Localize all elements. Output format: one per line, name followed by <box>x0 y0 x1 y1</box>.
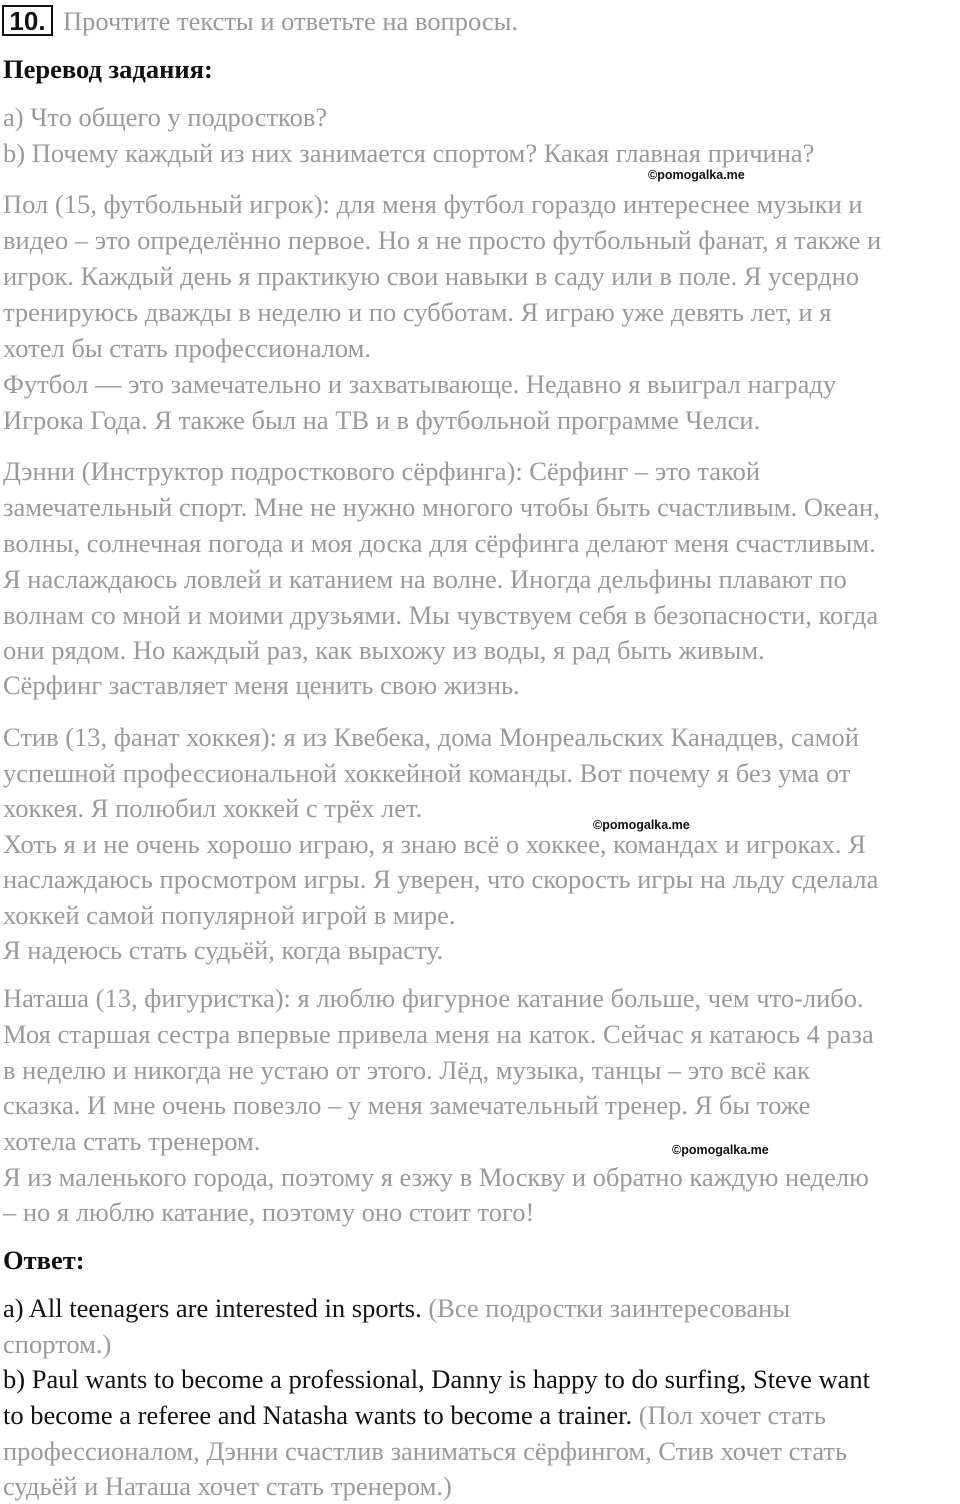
text-line: Дэнни (Инструктор подросткового сёрфинга): Сёрфинг – это такой <box>3 456 761 486</box>
text-line: наслаждаюсь просмотром игры. Я уверен, что скорость игры на льду сделала <box>3 864 879 894</box>
answer-b-russian: (Пол хочет стать <box>638 1400 826 1430</box>
text-line: Пол (15, футбольный игрок): для меня футбол гораздо интереснее музыки и <box>3 189 863 219</box>
text-line: Я наслаждаюсь ловлей и катанием на волне. Иногда дельфины плавают по <box>3 564 847 594</box>
answer-a-english: a) All teenagers are interested in sports. <box>3 1293 422 1323</box>
text-line: успешной профессиональной хоккейной команды. Вот почему я без ума от <box>3 758 851 788</box>
answer-a-line <box>3 1290 790 1326</box>
question-b: b) Почему каждый из них занимается спортом? Какая главная причина? <box>3 138 815 168</box>
text-line: видео – это определённо первое. Но я не просто футбольный фанат, я также и <box>3 225 882 255</box>
watermark: ©pomogalka.me <box>648 168 745 182</box>
text-line: они рядом. Но каждый раз, как выхожу из воды, я рад быть живым. <box>3 635 765 665</box>
answer-b-english-cont: to become a referee and Natasha wants to become a trainer. <box>3 1400 633 1430</box>
answer-b-russian-cont: профессионалом, Дэнни счастлив заниматься сёрфингом, Стив хочет стать <box>3 1436 848 1466</box>
answer-b-russian-end: судьёй и Наташа хочет стать тренером.) <box>3 1471 452 1501</box>
answer-b-line <box>3 1397 826 1433</box>
text-line: игрок. Каждый день я практикую свои навыки в саду или в поле. Я усердно <box>3 261 860 291</box>
text-line: хоккей самой популярной игрой в мире. <box>3 900 456 930</box>
answer-heading: Ответ: <box>3 1245 85 1275</box>
text-line: Стив (13, фанат хоккея): я из Квебека, дома Монреальских Канадцев, самой <box>3 722 859 752</box>
text-line: Наташа (13, фигуристка): я люблю фигурное катание больше, чем что-либо. <box>3 983 864 1013</box>
text-line: тренируюсь дважды в неделю и по субботам. Я играю уже девять лет, и я <box>3 297 832 327</box>
text-line: хотел бы стать профессионалом. <box>3 333 372 363</box>
text-line: Игрока Года. Я также был на ТВ и в футбольной программе Челси. <box>3 405 761 435</box>
text-line: сказка. И мне очень повезло – у меня замечательный тренер. Я бы тоже <box>3 1090 811 1120</box>
text-line: волны, солнечная погода и моя доска для сёрфинга делают меня счастливым. <box>3 528 876 558</box>
text-line: хоккея. Я полюбил хоккей с трёх лет. <box>3 793 423 823</box>
text-line: в неделю и никогда не устаю от этого. Лёд, музыка, танцы – это всё как <box>3 1055 811 1085</box>
text-line: Сёрфинг заставляет меня ценить свою жизнь. <box>3 670 520 700</box>
question-a: a) Что общего у подростков? <box>3 102 328 132</box>
text-line: волнам со мной и моими друзьями. Мы чувствуем себя в безопасности, когда <box>3 600 879 630</box>
translation-heading: Перевод задания: <box>3 54 213 84</box>
answer-b-english: b) Paul wants to become a professional, Danny is happy to do surfing, Steve want <box>3 1364 870 1394</box>
answer-a-russian-cont: спортом.) <box>3 1329 112 1359</box>
text-line: Моя старшая сестра впервые привела меня на каток. Сейчас я катаюсь 4 раза <box>3 1019 874 1049</box>
text-line: – но я люблю катание, поэтому оно стоит того! <box>3 1197 535 1227</box>
text-line: Хоть я и не очень хорошо играю, я знаю всё о хоккее, командах и игроках. Я <box>3 829 866 859</box>
answer-a-russian: (Все подростки заинтересованы <box>428 1293 791 1323</box>
watermark: ©pomogalka.me <box>672 1143 769 1157</box>
text-line: Я надеюсь стать судьёй, когда вырасту. <box>3 935 444 965</box>
text-line: Футбол — это замечательно и захватывающе. Недавно я выиграл награду <box>3 369 837 399</box>
watermark: ©pomogalka.me <box>593 818 690 832</box>
text-line: замечательный спорт. Мне не нужно многого чтобы быть счастливым. Океан, <box>3 492 880 522</box>
task-number: 10. <box>2 5 53 36</box>
text-line: Я из маленького города, поэтому я езжу в Москву и обратно каждую неделю <box>3 1162 869 1192</box>
text-line: хотела стать тренером. <box>3 1126 261 1156</box>
task-instruction: Прочтите тексты и ответьте на вопросы. <box>63 6 519 36</box>
